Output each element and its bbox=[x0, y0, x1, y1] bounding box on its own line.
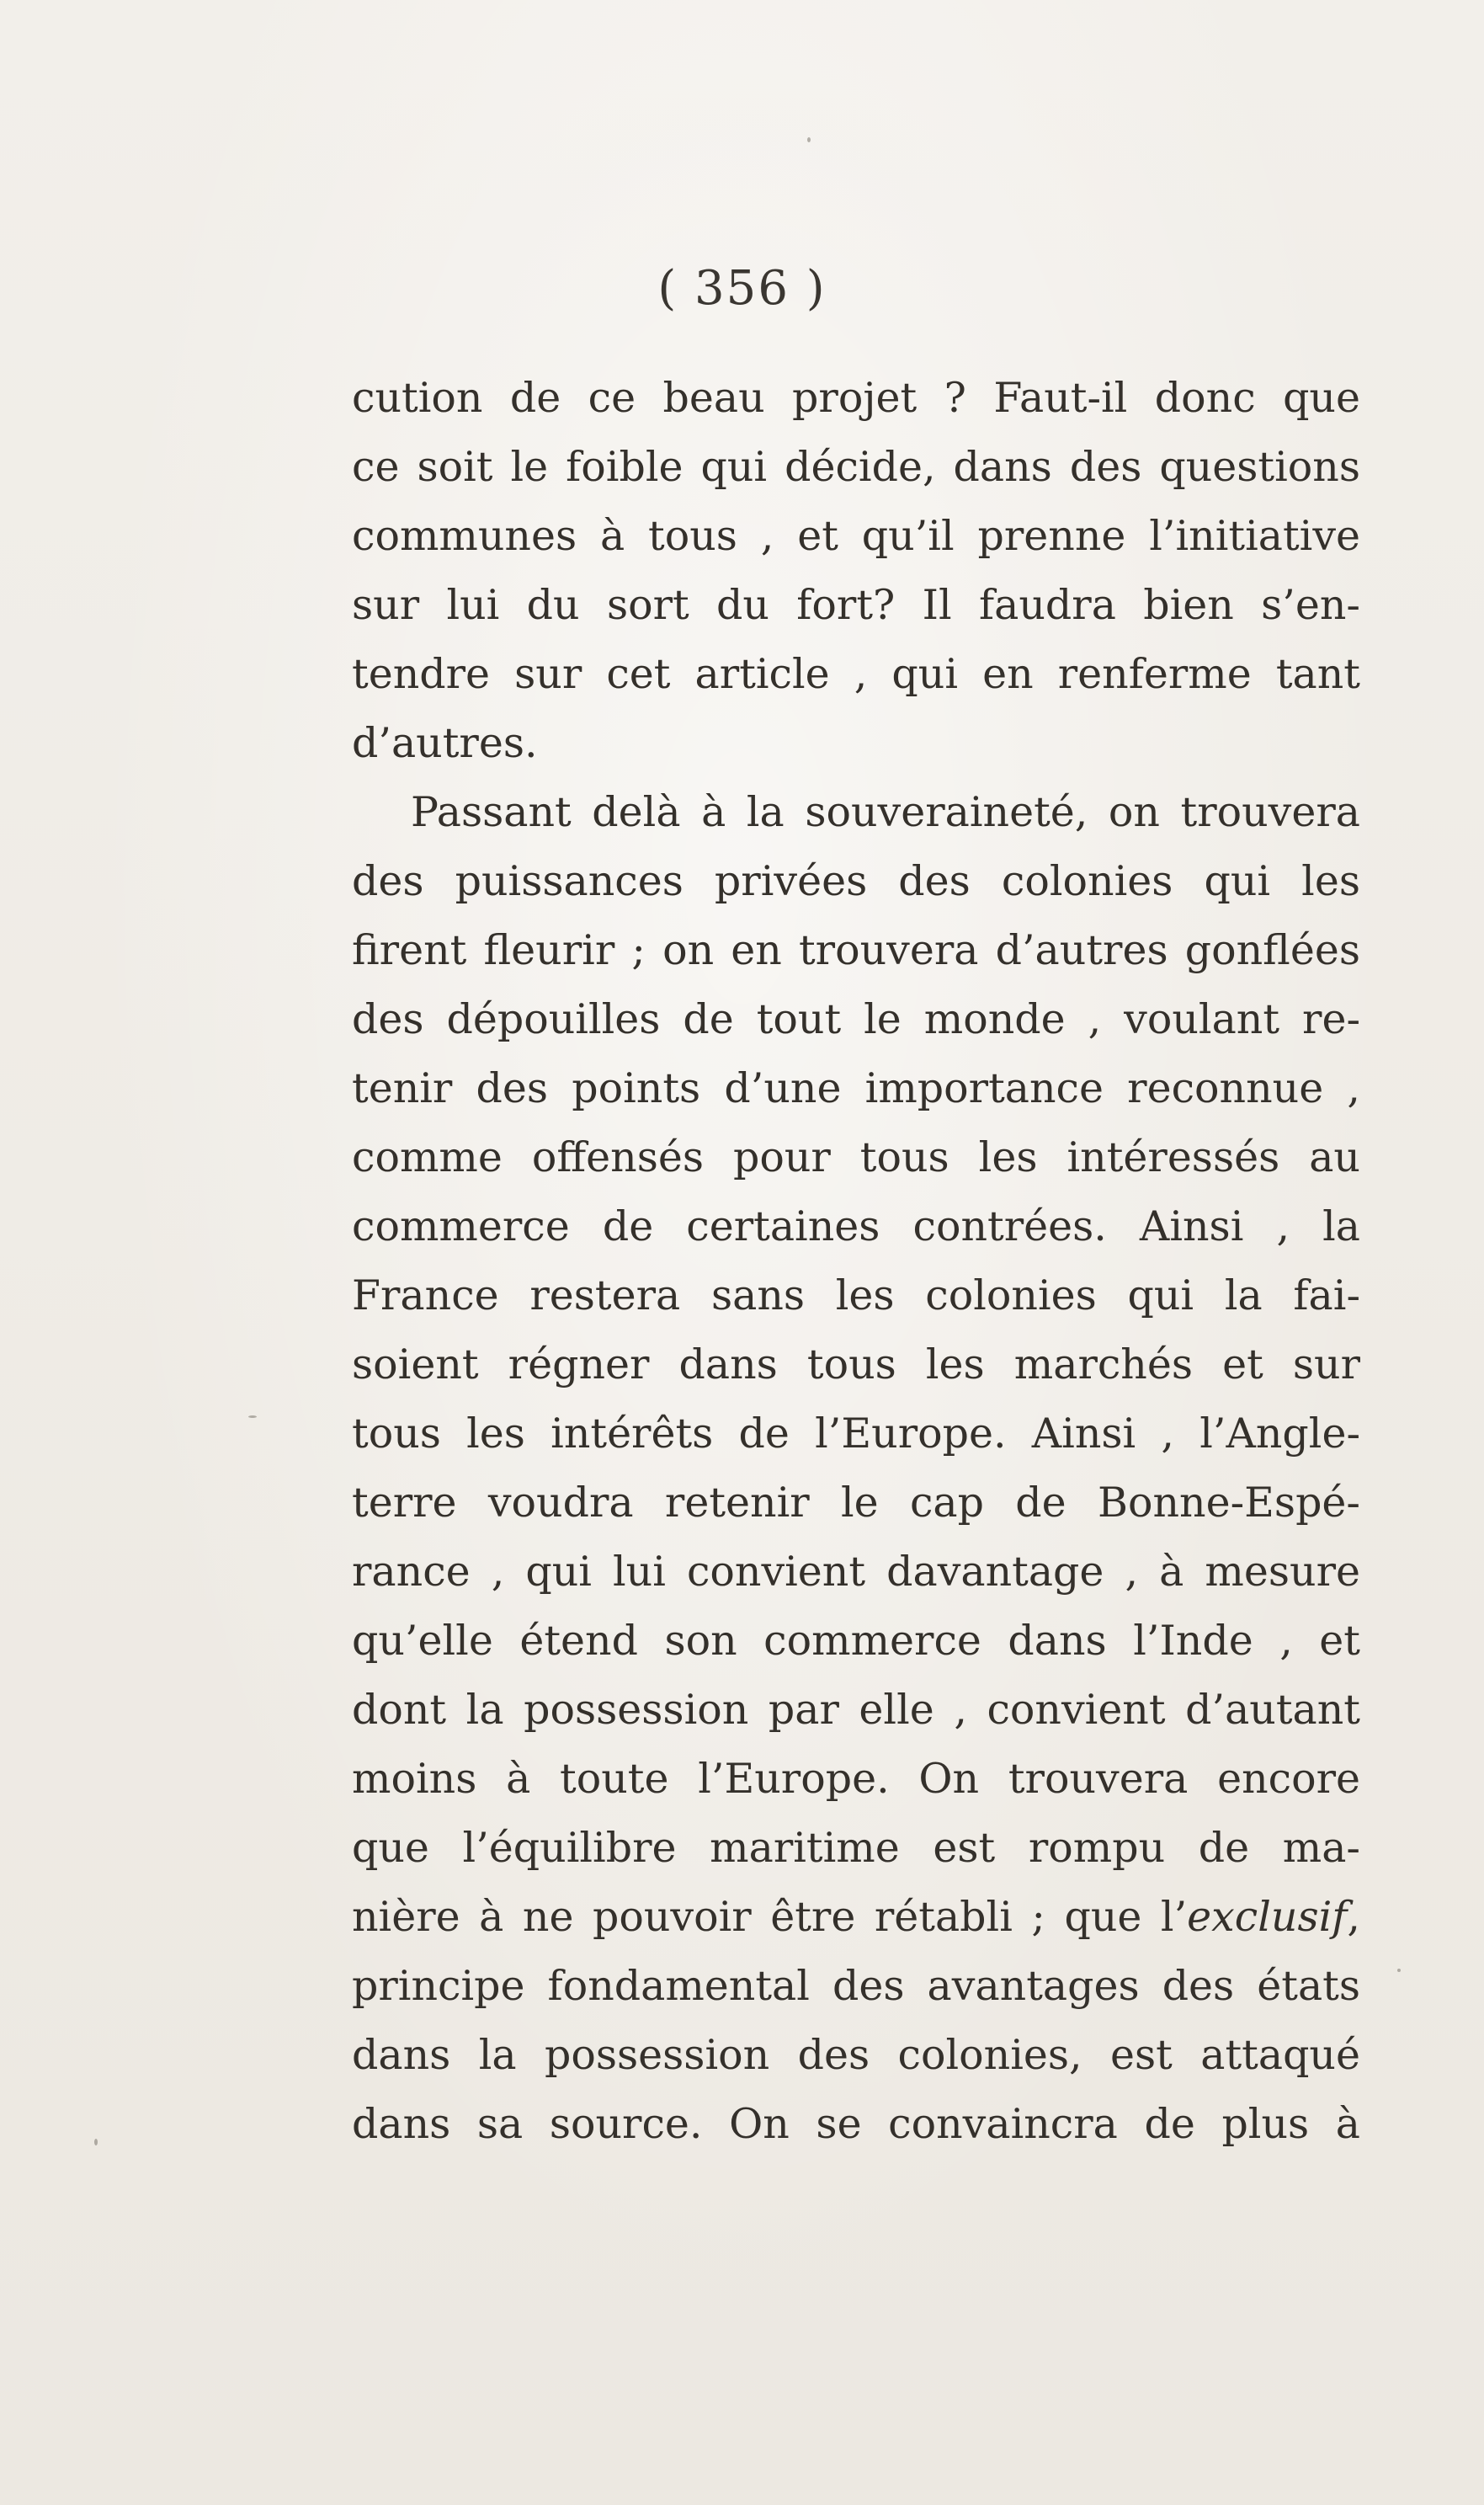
text-line: ce soit le foible qui décide, dans des questions bbox=[352, 443, 1360, 491]
page-number: ( 356 ) bbox=[657, 261, 827, 316]
paper-speck bbox=[807, 137, 811, 142]
text-line: des puissances privées des colonies qui les bbox=[352, 857, 1360, 905]
paper-speck bbox=[1397, 1969, 1401, 1972]
text-line: dans sa source. On se convaincra de plus à bbox=[352, 2100, 1360, 2148]
text-line: communes à tous , et qu’il prenne l’initiative bbox=[352, 512, 1360, 560]
text-line: d’autres. bbox=[352, 719, 538, 767]
text-line-with-italic: nière à ne pouvoir être rétabli ; que l’exclusif, bbox=[352, 1893, 1360, 1941]
text-line: France restera sans les colonies qui la fai- bbox=[352, 1271, 1360, 1319]
text-line: principe fondamental des avantages des états bbox=[352, 1962, 1360, 2010]
text-line: tendre sur cet article , qui en renferme tant bbox=[352, 650, 1360, 698]
text-line: commerce de certaines contrées. Ainsi , la bbox=[352, 1202, 1360, 1250]
text-line: tous les intérêts de l’Europe. Ainsi , l’Angle- bbox=[352, 1410, 1360, 1458]
text-line: soient régner dans tous les marchés et sur bbox=[352, 1340, 1360, 1388]
text-line: cution de ce beau projet ? Faut-il donc que bbox=[352, 374, 1360, 422]
text-line: Passant delà à la souveraineté, on trouvera bbox=[411, 788, 1360, 836]
text-line: comme offensés pour tous les intéressés au bbox=[352, 1133, 1360, 1181]
text-line: terre voudra retenir le cap de Bonne-Espé- bbox=[352, 1479, 1360, 1527]
italic-emphasis: exclusif bbox=[1187, 1893, 1348, 1941]
text-line: rance , qui lui convient davantage , à mesure bbox=[352, 1548, 1360, 1596]
paper-speck bbox=[94, 2139, 98, 2145]
text-line: qu’elle étend son commerce dans l’Inde , et bbox=[352, 1617, 1360, 1665]
text-line: dont la possession par elle , convient d’autant bbox=[352, 1686, 1360, 1734]
text-line: tenir des points d’une importance reconnue , bbox=[352, 1064, 1360, 1112]
text-line: des dépouilles de tout le monde , voulant re- bbox=[352, 995, 1360, 1043]
paper-speck bbox=[248, 1415, 257, 1418]
text-line: sur lui du sort du fort? Il faudra bien s’en- bbox=[352, 581, 1360, 629]
text-line: dans la possession des colonies, est attaqué bbox=[352, 2031, 1360, 2079]
text-line: que l’équilibre maritime est rompu de ma- bbox=[352, 1824, 1360, 1872]
text-line: firent fleurir ; on en trouvera d’autres gonflées bbox=[352, 926, 1360, 974]
body-text bbox=[352, 364, 1360, 2159]
text-line: moins à toute l’Europe. On trouvera encore bbox=[352, 1755, 1360, 1803]
